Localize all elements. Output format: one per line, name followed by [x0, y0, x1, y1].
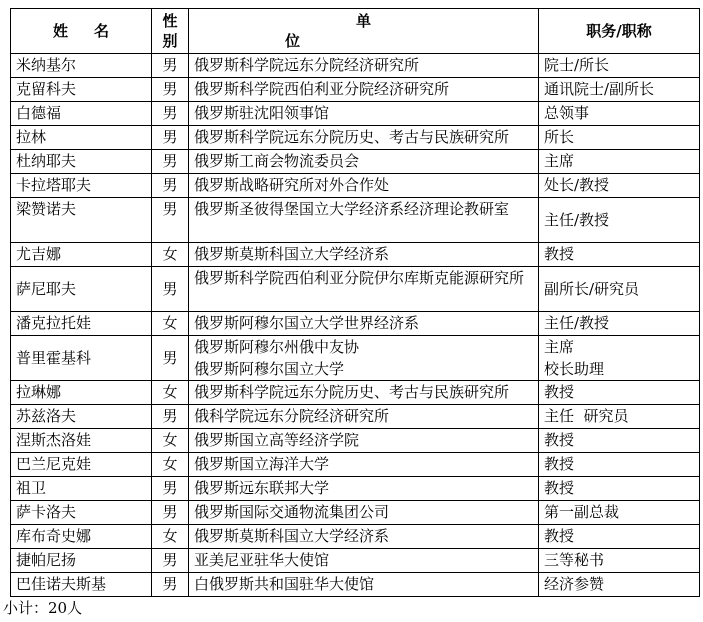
cell-gender: 男: [152, 78, 189, 102]
cell-title-line: 教授: [544, 245, 575, 263]
cell-title: [539, 267, 700, 312]
cell-title: [539, 381, 700, 405]
cell-title: [539, 501, 700, 525]
cell-title-line: 通讯院士/副所长: [544, 80, 655, 98]
table-row: [11, 477, 700, 501]
cell-gender: 男: [152, 267, 189, 312]
header-row: [11, 9, 700, 54]
cell-unit-line: 俄罗斯阿穆尔州俄中友协: [194, 338, 360, 356]
cell-title: [539, 429, 700, 453]
cell-title: [539, 198, 700, 243]
cell-title-line: 主席: [544, 152, 575, 170]
cell-unit-line: 俄罗斯战略研究所对外合作处: [194, 176, 390, 194]
cell-title: [539, 312, 700, 336]
cell-unit: [189, 102, 539, 126]
cell-unit-line: 俄罗斯阿穆尔国立大学世界经济系: [194, 314, 420, 332]
cell-unit-line: 俄罗斯莫斯科国立大学经济系: [194, 245, 390, 263]
cell-title-line: 教授: [544, 431, 575, 449]
table-row: [11, 102, 700, 126]
cell-unit: [189, 453, 539, 477]
table-row: [11, 150, 700, 174]
cell-gender: 男: [152, 150, 189, 174]
cell-unit-line: 俄科学院远东分院经济研究所: [194, 407, 390, 425]
cell-name: 普里霍基科: [11, 336, 152, 381]
cell-title-line: 教授: [544, 455, 575, 473]
cell-title: [539, 336, 700, 381]
cell-unit: [189, 477, 539, 501]
cell-unit: [189, 126, 539, 150]
cell-unit-line: 俄罗斯阿穆尔国立大学: [194, 360, 345, 378]
cell-title-line: 院士/所长: [544, 56, 610, 74]
cell-name: 杜纳耶夫: [11, 150, 152, 174]
subtotal-note: 小计：20人: [3, 599, 83, 617]
cell-title-line: 副所长/研究员: [544, 280, 640, 298]
cell-unit: [189, 549, 539, 573]
cell-unit: [189, 78, 539, 102]
table-row: [11, 54, 700, 78]
cell-name: 梁赞诺夫: [11, 198, 152, 243]
table-row: [11, 243, 700, 267]
cell-title: [539, 54, 700, 78]
table-row: [11, 267, 700, 312]
cell-gender: 男: [152, 501, 189, 525]
cell-name: 萨尼耶夫: [11, 267, 152, 312]
cell-title: [539, 525, 700, 549]
table-row: [11, 78, 700, 102]
table-row: [11, 501, 700, 525]
cell-gender: 男: [152, 549, 189, 573]
cell-title: [539, 573, 700, 597]
cell-title-line: 经济参赞: [544, 575, 605, 593]
cell-name: 拉琳娜: [11, 381, 152, 405]
cell-unit: [189, 150, 539, 174]
table-row: [11, 429, 700, 453]
cell-name: 萨卡洛夫: [11, 501, 152, 525]
cell-unit-line: 俄罗斯远东联邦大学: [194, 479, 330, 497]
cell-title-line: 主任/教授: [544, 314, 610, 332]
cell-unit: [189, 174, 539, 198]
cell-title-line: 第一副总裁: [544, 503, 620, 521]
header-gender: [152, 9, 189, 54]
cell-unit-line: 俄罗斯莫斯科国立大学经济系: [194, 527, 390, 545]
table-row: [11, 453, 700, 477]
cell-unit-line: 俄罗斯科学院西伯利亚分院经济研究所: [194, 80, 450, 98]
cell-gender: 女: [152, 243, 189, 267]
cell-unit: [189, 312, 539, 336]
cell-title: [539, 102, 700, 126]
cell-unit-line: 亚美尼亚驻华大使馆: [194, 551, 330, 569]
cell-unit: [189, 429, 539, 453]
cell-title-line: 所长: [544, 128, 575, 146]
table-row: [11, 312, 700, 336]
cell-name: 米纳基尔: [11, 54, 152, 78]
cell-unit: [189, 198, 539, 243]
cell-title: [539, 126, 700, 150]
header-gender-text: 性别: [162, 12, 178, 50]
cell-gender: 男: [152, 198, 189, 243]
cell-gender: 女: [152, 429, 189, 453]
cell-unit-line: 俄罗斯工商会物流委员会: [194, 152, 360, 170]
cell-gender: 女: [152, 312, 189, 336]
cell-title: [539, 549, 700, 573]
cell-unit: [189, 336, 539, 381]
cell-unit-line: 俄罗斯国立高等经济学院: [194, 431, 360, 449]
cell-name: 潘克拉托娃: [11, 312, 152, 336]
cell-title: [539, 405, 700, 429]
header-name: 姓名: [11, 9, 152, 54]
table-body: [11, 54, 700, 597]
cell-unit: [189, 573, 539, 597]
cell-title-line: 主任/教授: [544, 211, 610, 229]
cell-gender: 女: [152, 525, 189, 549]
header-unit: 单位: [189, 9, 539, 54]
cell-unit: [189, 525, 539, 549]
cell-title-line: 教授: [544, 527, 575, 545]
table-row: [11, 549, 700, 573]
cell-gender: 男: [152, 102, 189, 126]
cell-gender: 男: [152, 126, 189, 150]
cell-name: 卡拉塔耶夫: [11, 174, 152, 198]
cell-gender: 女: [152, 381, 189, 405]
table-row: [11, 405, 700, 429]
cell-name: 拉林: [11, 126, 152, 150]
cell-name: 尤吉娜: [11, 243, 152, 267]
cell-title-line: 校长助理: [544, 360, 605, 378]
cell-unit-line: 俄罗斯科学院西伯利亚分院伊尔库斯克能源研究所: [194, 269, 525, 287]
cell-title-line: 三等秘书: [544, 551, 605, 569]
cell-unit-line: 俄罗斯科学院远东分院历史、考古与民族研究所: [194, 383, 510, 401]
cell-name: 祖卫: [11, 477, 152, 501]
cell-name: 巴佳诺夫斯基: [11, 573, 152, 597]
cell-name: 库布奇史娜: [11, 525, 152, 549]
cell-title: [539, 243, 700, 267]
table-row: [11, 198, 700, 243]
cell-gender: 男: [152, 54, 189, 78]
cell-title: [539, 453, 700, 477]
cell-title: [539, 150, 700, 174]
cell-title-line: 总领事: [544, 104, 590, 122]
cell-title-line: 主席: [544, 338, 575, 356]
cell-gender: 男: [152, 573, 189, 597]
cell-name: 克留科夫: [11, 78, 152, 102]
header-title: 职务/职称: [539, 9, 700, 54]
cell-name: 巴兰尼克娃: [11, 453, 152, 477]
cell-gender: 男: [152, 405, 189, 429]
cell-title-line: 处长/教授: [544, 176, 610, 194]
cell-gender: 女: [152, 453, 189, 477]
cell-unit-line: 俄罗斯圣彼得堡国立大学经济系经济理论教研室: [194, 200, 510, 218]
cell-unit-line: 白俄罗斯共和国驻华大使馆: [194, 575, 375, 593]
cell-name: 苏兹洛夫: [11, 405, 152, 429]
cell-title-line: 教授: [544, 479, 575, 497]
table-row: [11, 573, 700, 597]
table-row: [11, 174, 700, 198]
table-row: [11, 381, 700, 405]
table-row: [11, 525, 700, 549]
cell-name: 白德福: [11, 102, 152, 126]
cell-title: [539, 78, 700, 102]
cell-unit: [189, 267, 539, 312]
cell-unit-line: 俄罗斯驻沈阳领事馆: [194, 104, 330, 122]
cell-title: [539, 174, 700, 198]
cell-unit-line: 俄罗斯科学院远东分院历史、考古与民族研究所: [194, 128, 510, 146]
cell-gender: 男: [152, 477, 189, 501]
cell-title-line: 主任 研究员: [544, 407, 629, 425]
cell-unit: [189, 54, 539, 78]
cell-title: [539, 477, 700, 501]
cell-unit-line: 俄罗斯国际交通物流集团公司: [194, 503, 390, 521]
cell-unit: [189, 501, 539, 525]
cell-unit-line: 俄罗斯科学院远东分院经济研究所: [194, 56, 420, 74]
cell-title-line: 教授: [544, 383, 575, 401]
cell-unit-line: 俄罗斯国立海洋大学: [194, 455, 330, 473]
personnel-table: [10, 8, 700, 597]
table-row: [11, 336, 700, 381]
cell-unit: [189, 243, 539, 267]
cell-name: 捷帕尼扬: [11, 549, 152, 573]
cell-name: 涅斯杰洛娃: [11, 429, 152, 453]
cell-gender: 男: [152, 174, 189, 198]
cell-gender: 男: [152, 336, 189, 381]
cell-unit: [189, 405, 539, 429]
cell-unit: [189, 381, 539, 405]
table-row: [11, 126, 700, 150]
